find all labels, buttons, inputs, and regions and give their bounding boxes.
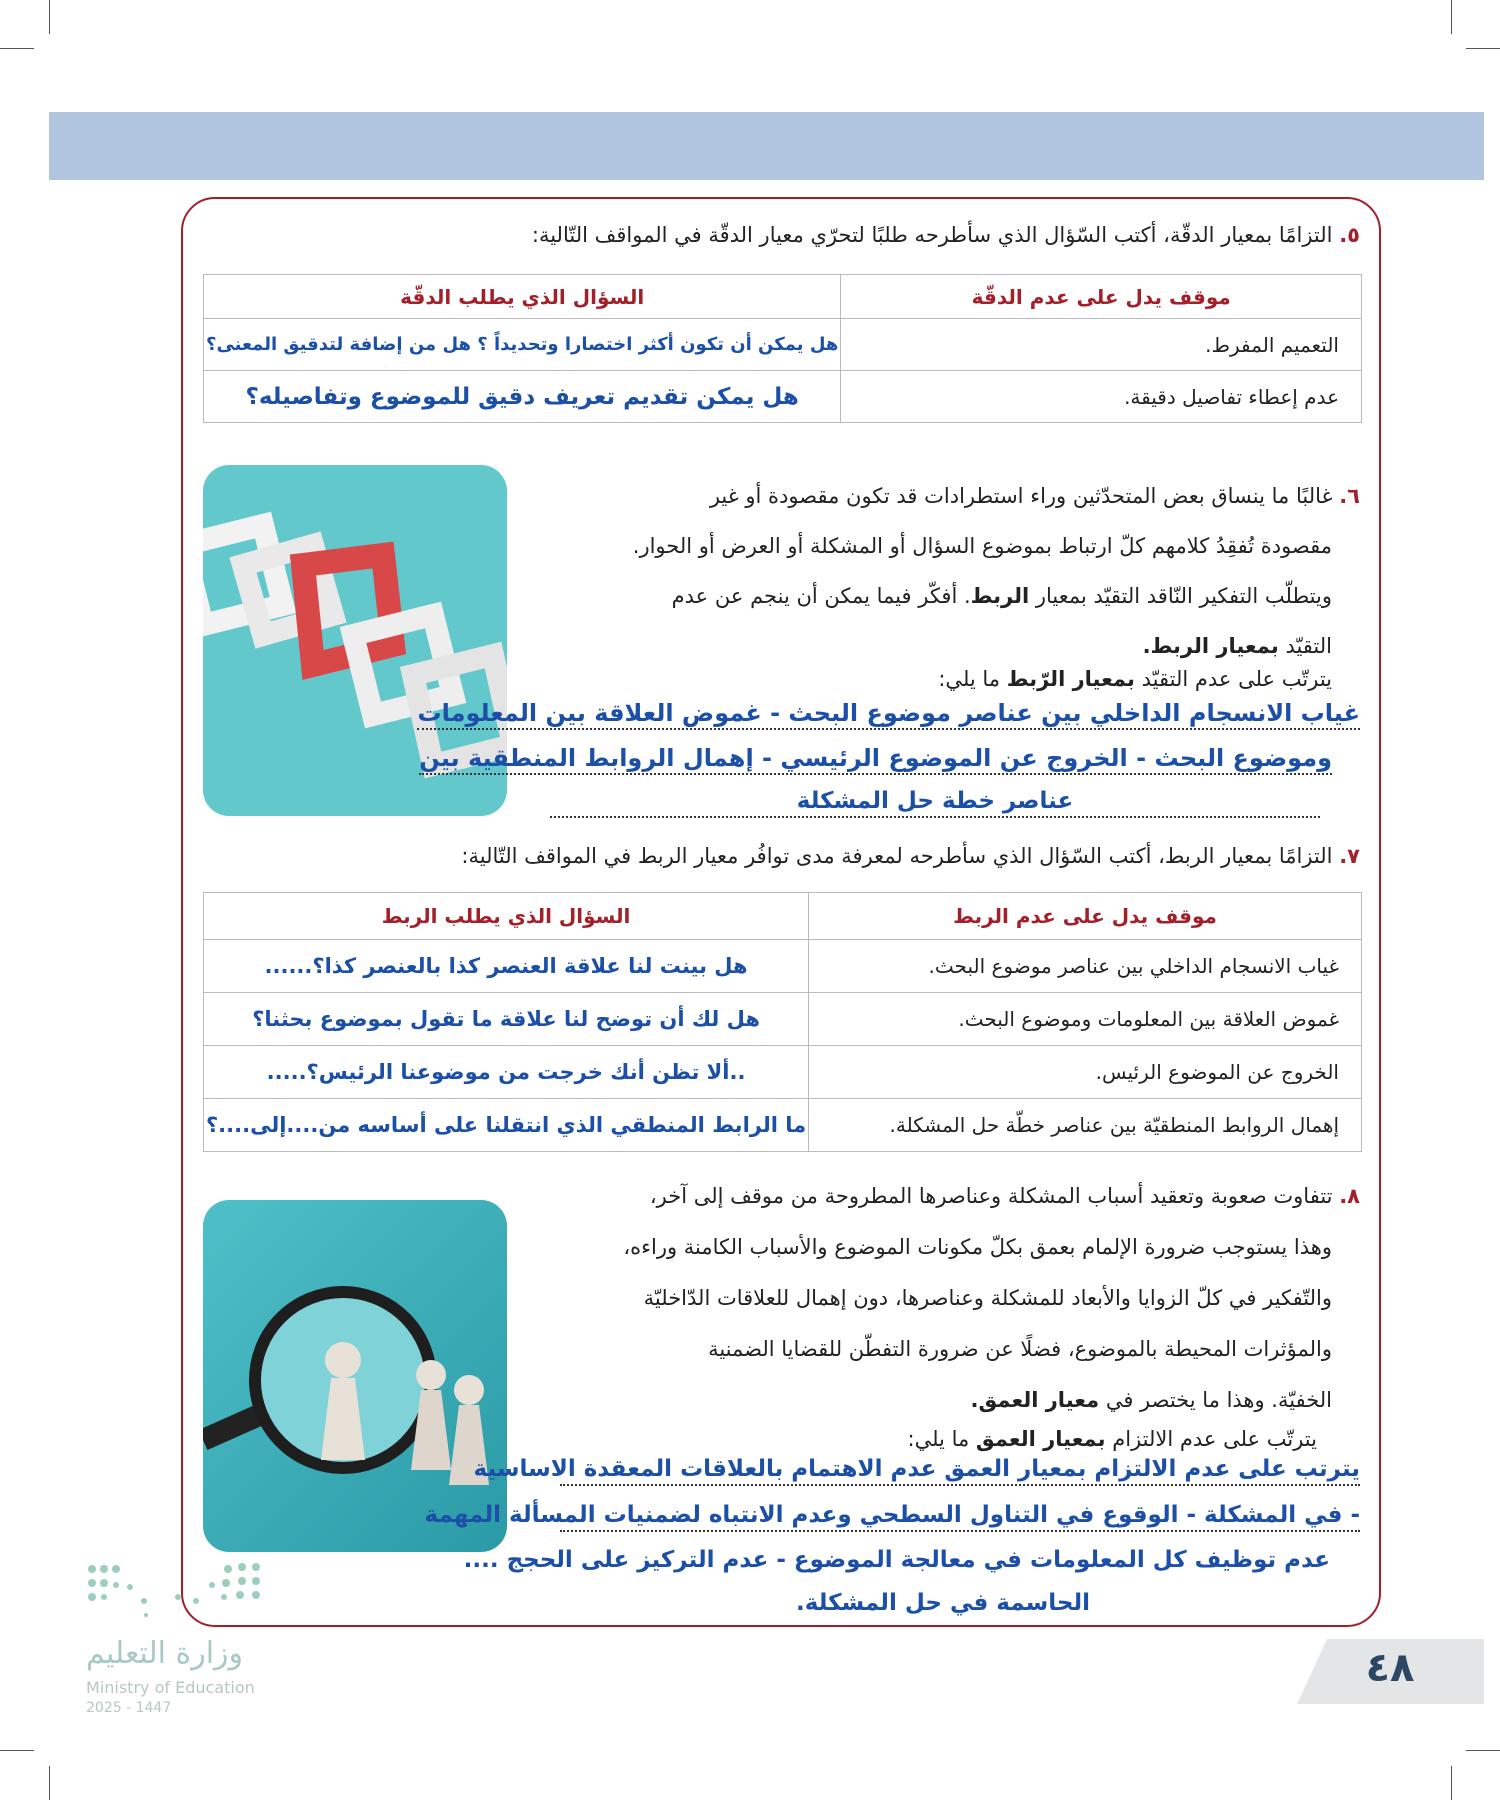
q6-line: مقصودة تُفقِدُ كلامهم كلّ ارتباط بموضوع السؤال أو المشكلة أو العرض أو الحوار. (632, 534, 1332, 558)
crop-mark (1466, 1750, 1500, 1751)
q8-keyword: معيار العمق. (970, 1388, 1100, 1412)
q5-number: ٥. (1339, 223, 1360, 247)
q8-line: والتّفكير في كلّ الزوايا والأبعاد للمشكلة وعناصرها، دون إهمال للعلاقات الدّاخليّة (643, 1286, 1332, 1310)
q8-line: والمؤثرات المحيطة بالموضوع، فضلًا عن ضرورة التفطّن للقضايا الضمنية (708, 1337, 1332, 1361)
q8-answer-line[interactable]: عدم توظيف كل المعلومات في معالجة الموضوع - عدم التركيز على الحجج .... (463, 1547, 1330, 1573)
q8-paragraph (623, 1171, 1360, 1426)
ministry-name-ar: وزارة التعليم (86, 1636, 244, 1671)
q6-answer-line[interactable]: عناصر خطة حل المشكلة (550, 786, 1320, 818)
crop-mark (1451, 0, 1452, 34)
crop-mark (1466, 48, 1500, 49)
page-number: ٤٨ (1365, 1645, 1415, 1691)
q7-header-situation: موقف يدل على عدم الربط (809, 893, 1362, 940)
crop-mark (49, 0, 50, 34)
q7-answer-field[interactable]: ..ألا تظن أنك خرجت من موضوعنا الرئيس؟..... (204, 1046, 809, 1099)
q6-line: ويتطلّب التفكير النّاقد التقيّد بمعيار (1035, 584, 1332, 608)
q5-table (203, 274, 1362, 423)
q5-text: التزامًا بمعيار الدقّة، أكتب السّؤال الذي سأطرحه طلبًا لتحرّي معيار الدقّة في المواقف التّالية: (531, 223, 1333, 247)
logo-dots-icon (86, 1561, 270, 1621)
q7-situation: غياب الانسجام الداخلي بين عناصر موضوع البحث. (809, 940, 1362, 993)
q7-situation: إهمال الروابط المنطقيّة بين عناصر خطّة حل المشكلة. (809, 1099, 1362, 1152)
q8-answer-line[interactable]: يترتب على عدم الالتزام بمعيار العمق عدم الاهتمام بالعلاقات المعقدة الاساسية (560, 1454, 1360, 1486)
q7-answer-field[interactable]: هل لك أن توضح لنا علاقة ما تقول بموضوع بحثنا؟ (204, 993, 809, 1046)
q5-answer-field[interactable]: هل يمكن تقديم تعريف دقيق للموضوع وتفاصيله؟ (204, 371, 841, 423)
crop-mark (0, 1750, 34, 1751)
q8-answer-line[interactable]: الحاسمة في حل المشكلة. (796, 1590, 1090, 1616)
q5-prompt (532, 224, 1360, 246)
ministry-logo (86, 1561, 270, 1625)
q8-prompt: يترتّب على عدم الالتزام بمعيار العمق ما يلي: (907, 1427, 1317, 1451)
q6-paragraph: ٦. غالبًا ما ينساق بعض المتحدّثين وراء استطرادات قد تكون مقصودة أو غير مقصودة تُفقِدُ كلامهم كلّ ارتباط بموضوع السؤال أو المشكلة أو العرض أو الحوار. ويتطلّب التفكير النّاقد التقيّد بمعيار الربط. أفكّر فيما يمكن أن ينجم عن عدم التقيّد بمعيار الربط. (632, 484, 1360, 658)
q6-prompt: يترتّب على عدم التقيّد بمعيار الرّبط ما يلي: (938, 667, 1332, 691)
q6-answer-line[interactable]: غياب الانسجام الداخلي بين عناصر موضوع البحث - غموض العلاقة بين المعلومات (417, 698, 1360, 730)
q6-keyword: الربط (970, 584, 1030, 608)
q7-number: ٧. (1339, 844, 1360, 868)
ministry-year: 2025 - 1447 (86, 1700, 172, 1716)
q8-line: الخفيّة. وهذا ما يختصر في (1105, 1388, 1332, 1412)
q7-answer-field[interactable]: هل بينت لنا علاقة العنصر كذا بالعنصر كذا؟...... (204, 940, 809, 993)
ministry-name-en: Ministry of Education (86, 1678, 255, 1697)
q6-line: غالبًا ما ينساق بعض المتحدّثين وراء استطرادات قد تكون مقصودة أو غير (709, 484, 1333, 508)
q7-prompt (461, 845, 1360, 867)
crop-mark (49, 1766, 50, 1800)
crop-mark (1451, 1766, 1452, 1800)
q6-line: أفكّر فيما يمكن أن ينجم عن عدم (671, 584, 958, 608)
q7-situation: الخروج عن الموضوع الرئيس. (809, 1046, 1362, 1099)
q7-answer-field[interactable]: ما الرابط المنطقي الذي انتقلنا على أساسه من....إلى....؟ (204, 1099, 809, 1152)
q5-answer-field[interactable]: هل يمكن أن تكون أكثر اختصارا وتحديداً ؟ هل من إضافة لتدقيق المعنى؟ (204, 319, 841, 371)
header-band (49, 112, 1484, 180)
q5-header-situation: موقف يدل على عدم الدقّة (841, 275, 1362, 319)
q5-situation: التعميم المفرط. (841, 319, 1362, 371)
q5-situation: عدم إعطاء تفاصيل دقيقة. (841, 371, 1362, 423)
q8-line: وهذا يستوجب ضرورة الإلمام بعمق بكلّ مكونات الموضوع والأسباب الكامنة وراءه، (623, 1235, 1332, 1259)
q8-line: تتفاوت صعوبة وتعقيد أسباب المشكلة وعناصرها المطروحة من موقف إلى آخر، (649, 1184, 1333, 1208)
q5-header-question: السؤال الذي يطلب الدقّة (204, 275, 841, 319)
q7-situation: غموض العلاقة بين المعلومات وموضوع البحث. (809, 993, 1362, 1046)
q6-keyword: بمعيار الربط. (1142, 634, 1279, 658)
q6-number: ٦. (1339, 484, 1360, 508)
q7-text: التزامًا بمعيار الربط، أكتب السّؤال الذي سأطرحه لمعرفة مدى توافُر معيار الربط في المواقف التّالية: (461, 844, 1333, 868)
q8-number: ٨. (1339, 1184, 1360, 1208)
q7-table (203, 892, 1362, 1152)
q6-answer-line[interactable]: وموضوع البحث - الخروج عن الموضوع الرئيسي - إهمال الروابط المنطقية بين (419, 743, 1332, 775)
crop-mark (0, 48, 34, 49)
q7-header-question: السؤال الذي يطلب الربط (204, 893, 809, 940)
q8-answer-line[interactable]: - في المشكلة - الوقوع في التناول السطحي وعدم الانتباه لضمنيات المسألة المهمة (560, 1500, 1360, 1532)
q6-line: التقيّد (1285, 634, 1332, 658)
